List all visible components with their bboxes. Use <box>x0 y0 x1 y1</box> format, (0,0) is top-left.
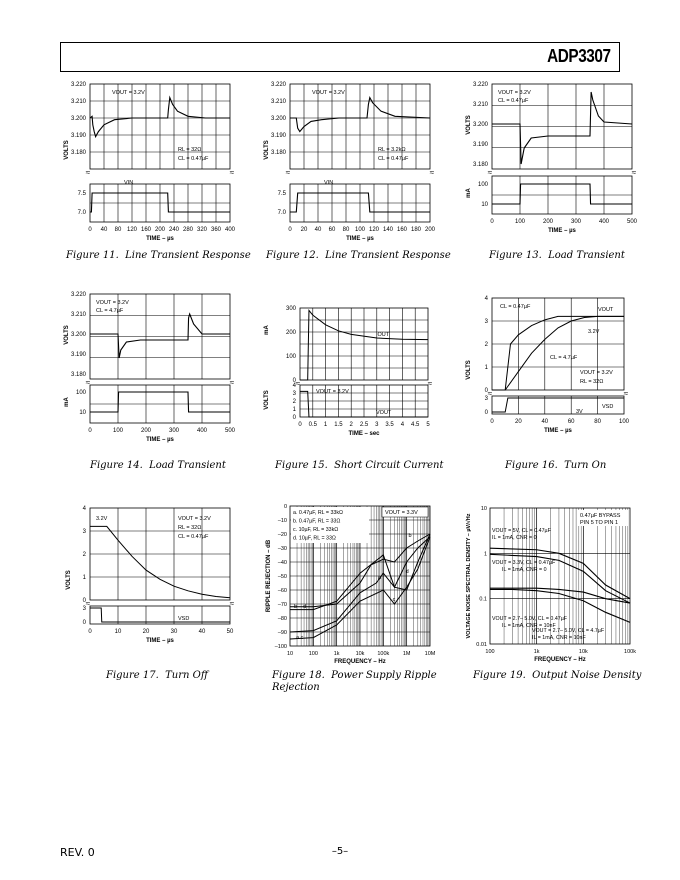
figure-19 <box>460 500 640 665</box>
figure-13 <box>462 80 642 245</box>
axis-break-left: ≈ <box>85 168 91 177</box>
x-tick-label: 280 <box>182 227 194 233</box>
y-tick-label: 3.210 <box>70 99 86 105</box>
annotation-label: VOUT = 3.2V <box>580 370 613 376</box>
axis-break-left: ≈ <box>85 378 91 387</box>
caption-figure-11: Figure 11. Line Transient Response <box>66 250 251 261</box>
x-tick-label: 360 <box>210 227 222 233</box>
x-tick-label: 400 <box>224 227 236 233</box>
x-tick-label: 100 <box>618 419 630 425</box>
annotation-label: PIN 5 TO PIN 1 <box>580 520 619 526</box>
y-tick-label: 3.190 <box>70 133 86 139</box>
y-tick-label: 4 <box>292 383 296 389</box>
y-tick-label: 4 <box>484 296 488 302</box>
footer-revision: REV. 0 <box>60 846 95 859</box>
x-tick-label: 60 <box>567 419 575 425</box>
x-tick-label: 0 <box>88 227 92 233</box>
x-tick-label: 400 <box>196 428 208 434</box>
y-tick-label: –40 <box>277 560 287 566</box>
x-tick-label: 5 <box>426 422 430 428</box>
y-tick-label: 1 <box>484 365 488 371</box>
axis-break-right: ≈ <box>623 389 629 398</box>
series-line-2 <box>492 316 624 390</box>
x-tick-label: 0 <box>490 219 494 225</box>
x-tick-label: 30 <box>170 629 178 635</box>
x-tick-label: 40 <box>314 227 322 233</box>
x-tick-label: 1.5 <box>334 422 343 428</box>
curve-label: a c <box>296 635 304 641</box>
chart-svg <box>460 290 640 455</box>
x-tick-label: 1M <box>402 651 411 657</box>
annotation-label: 3.2V <box>96 516 108 522</box>
annotation-label: IL = 1mA, CNR = 10nF <box>502 623 556 629</box>
part-number: ADP3307 <box>547 46 611 66</box>
figure-15 <box>260 290 440 455</box>
x-tick-label: 120 <box>126 227 138 233</box>
y-tick-label: 3.200 <box>70 332 86 338</box>
y-tick-label: –50 <box>277 574 287 580</box>
caption-figure-13: Figure 13. Load Transient <box>489 250 625 261</box>
y-tick-label: 3.220 <box>472 82 488 88</box>
x-tick-label: 100 <box>485 649 495 655</box>
x-tick-label: 100 <box>514 219 526 225</box>
caption-figure-14: Figure 14. Load Transient <box>90 460 226 471</box>
y-tick-label: 1 <box>483 551 487 558</box>
x-axis-label: TIME – sec <box>348 431 380 437</box>
caption-figure-12: Figure 12. Line Transient Response <box>266 250 451 261</box>
x-tick-label: 200 <box>542 219 554 225</box>
annotation-label: VOUT = 3.2V <box>316 389 349 395</box>
chart-svg <box>60 290 240 455</box>
chart-svg <box>260 290 440 455</box>
x-tick-label: 2.5 <box>359 422 369 428</box>
x-tick-label: 10M <box>424 651 436 657</box>
series-line-1 <box>90 314 230 358</box>
y-tick-label: 3.210 <box>472 102 488 108</box>
series-line-2 <box>90 392 230 412</box>
annotation-label: CL = 0.47µF <box>500 304 531 310</box>
x-tick-label: 500 <box>626 219 638 225</box>
y-axis-label-secondary: mA <box>466 188 472 198</box>
x-tick-label: 20 <box>515 419 522 425</box>
axis-break-left: ≈ <box>285 168 291 177</box>
annotation-label: 3V <box>576 409 583 415</box>
x-tick-label: 320 <box>196 227 208 233</box>
x-tick-label: 400 <box>598 219 610 225</box>
y-tick-label: –30 <box>277 546 287 552</box>
annotation-label: VOUT = 3.3V <box>385 510 418 516</box>
annotation-label: VOUT <box>376 410 392 416</box>
x-axis-label: TIME – µs <box>346 236 374 242</box>
chart-svg <box>462 80 642 245</box>
y-tick-label: 3 <box>292 391 296 397</box>
chart-svg <box>60 500 240 665</box>
series-line-3 <box>490 588 630 603</box>
y-tick-label: 3.190 <box>70 352 86 358</box>
y-tick-label: 10 <box>79 410 86 416</box>
axis-break-right: ≈ <box>631 168 637 177</box>
y-tick-label: 2 <box>82 552 86 558</box>
annotation-label: RL = 32Ω <box>178 525 202 531</box>
y-tick-label: 0.01 <box>476 642 487 648</box>
axis-break-right: ≈ <box>229 378 235 387</box>
y-tick-label: –10 <box>277 518 287 524</box>
x-axis-label: TIME – µs <box>146 437 174 443</box>
y-tick-label: 3.220 <box>70 82 86 88</box>
annotation-label: VOUT = 3.2V <box>96 300 129 306</box>
y-tick-label: 3.210 <box>270 99 286 105</box>
x-tick-label: 0 <box>88 629 92 635</box>
x-tick-label: 200 <box>424 227 436 233</box>
series-line-2 <box>90 608 230 622</box>
x-tick-label: 3.5 <box>385 422 394 428</box>
annotation-label: RL = 3.2kΩ <box>378 147 406 153</box>
x-tick-label: 1 <box>323 422 328 428</box>
y-tick-label: 0 <box>283 504 287 510</box>
y-tick-label: –60 <box>277 588 287 594</box>
footer-page-number: –5– <box>331 846 349 857</box>
y-tick-label: –90 <box>277 630 287 636</box>
y-axis-label: VOLTS <box>264 140 270 160</box>
page-header <box>60 42 620 72</box>
y-tick-label: 4 <box>82 506 86 512</box>
y-tick-label: 3.180 <box>70 372 86 378</box>
x-tick-label: 80 <box>342 227 350 233</box>
legend-entry: d. 10µF, RL = 33Ω <box>293 535 336 542</box>
x-tick-label: 200 <box>140 428 152 434</box>
annotation-label: VOUT = 3.2V <box>312 90 345 96</box>
y-tick-label: 0 <box>82 620 86 626</box>
x-tick-label: 80 <box>594 419 601 425</box>
y-tick-label: 7.5 <box>277 191 286 197</box>
series-line-1 <box>90 526 230 597</box>
y-axis-label: VOLTS <box>466 115 472 135</box>
y-tick-label: 1 <box>82 575 86 581</box>
axis-break-left: ≈ <box>487 389 493 398</box>
y-tick-label: 7.0 <box>277 210 286 216</box>
x-tick-label: 120 <box>368 227 380 233</box>
legend-entry: c. 10µF, RL = 33kΩ <box>293 527 339 533</box>
bottom-panel-grid-frame <box>90 606 230 624</box>
x-axis-label: FREQUENCY – Hz <box>534 657 586 663</box>
x-tick-label: 10k <box>355 651 365 657</box>
x-tick-label: 1k <box>333 651 340 657</box>
x-tick-label: 300 <box>570 219 582 225</box>
axis-break-left: ≈ <box>295 379 301 388</box>
figure-12 <box>260 80 440 245</box>
caption-figure-18: Figure 18. Power Supply Ripple Rejection <box>272 670 437 693</box>
y-tick-label: 0.1 <box>479 596 487 603</box>
x-tick-label: 10 <box>114 629 122 635</box>
y-tick-label: 200 <box>285 330 296 336</box>
annotation-label: VOUT = 3.3V, CL = 0.47µF <box>492 560 556 566</box>
y-tick-label: 0 <box>484 410 488 416</box>
annotation-label: IL = 1mA, CNR = 10nF <box>532 635 586 641</box>
legend-entry: a. 0.47µF, RL = 33kΩ <box>293 510 343 516</box>
annotation-label: VOUT = 2.7– 5.0V, CL = 4.7µF <box>532 628 605 634</box>
x-tick-label: 500 <box>224 428 236 434</box>
x-tick-label: 10k <box>578 649 588 655</box>
y-tick-label: 2 <box>484 342 488 348</box>
y-tick-label: 0 <box>82 598 86 604</box>
axis-break-right: ≈ <box>229 168 235 177</box>
figure-18 <box>260 500 440 665</box>
axis-break-left: ≈ <box>85 599 91 608</box>
x-tick-label: 50 <box>226 629 234 635</box>
y-tick-label: –20 <box>277 532 287 538</box>
y-tick-label: 2 <box>292 399 296 405</box>
figure-11 <box>60 80 240 245</box>
annotation-label: VIN <box>124 180 134 186</box>
annotation-label: VIN <box>324 180 334 186</box>
y-tick-label: 10 <box>481 202 488 208</box>
chart-svg <box>260 80 440 245</box>
y-tick-label: 3.200 <box>70 116 86 122</box>
y-tick-label: –100 <box>274 644 287 650</box>
y-tick-label: 3.200 <box>472 122 488 128</box>
annotation-label: VSD <box>178 616 190 622</box>
annotation-label: 3.2V <box>588 329 600 335</box>
figure-17 <box>60 500 240 665</box>
curve-label: a <box>378 574 382 581</box>
x-tick-label: 100k <box>624 649 636 655</box>
x-tick-label: 0 <box>88 428 92 434</box>
figure-14 <box>60 290 240 455</box>
y-tick-label: 300 <box>285 306 296 312</box>
caption-figure-17: Figure 17. Turn Off <box>106 670 208 681</box>
x-tick-label: 1k <box>533 649 540 655</box>
axis-break-right: ≈ <box>427 379 433 388</box>
y-tick-label: 3.200 <box>270 116 286 122</box>
annotation-label: VOUT = 5V, CL = 0.47µF <box>492 528 551 534</box>
axis-break-left: ≈ <box>487 168 493 177</box>
y-tick-label: 10 <box>480 506 487 512</box>
annotation-label: CL = 0.47µF <box>178 156 209 162</box>
x-tick-label: 0 <box>298 422 302 428</box>
x-axis-label: FREQUENCY – Hz <box>334 659 386 665</box>
x-tick-label: 100 <box>112 428 124 434</box>
annotation-label: CL = 0.47µF <box>378 156 409 162</box>
annotation-label: VOUT = 3.2V <box>112 90 145 96</box>
axis-break-right: ≈ <box>429 168 435 177</box>
annotation-label: VSD <box>602 404 614 410</box>
x-tick-label: 20 <box>300 227 308 233</box>
annotation-label: CL = 0.47µF <box>178 534 209 540</box>
chart-svg <box>60 80 240 245</box>
x-tick-label: 100k <box>377 651 390 657</box>
y-axis-label: RIPPLE REJECTION – dB <box>266 539 272 613</box>
y-axis-label: VOLTS <box>64 140 70 160</box>
caption-figure-19: Figure 19. Output Noise Density <box>473 670 642 681</box>
y-tick-label: 100 <box>285 354 296 360</box>
y-tick-label: 3.190 <box>270 133 286 139</box>
x-tick-label: 4.5 <box>411 422 420 428</box>
figure-16 <box>460 290 640 455</box>
x-tick-label: 0 <box>490 419 494 425</box>
x-tick-label: 100 <box>354 227 366 233</box>
x-tick-label: 20 <box>142 629 150 635</box>
x-axis-label: TIME – µs <box>544 428 572 434</box>
y-tick-label: 0 <box>292 415 296 421</box>
x-axis-label: TIME – µs <box>146 638 174 644</box>
x-tick-label: 240 <box>168 227 180 233</box>
x-tick-label: 200 <box>154 227 166 233</box>
x-tick-label: 40 <box>198 629 206 635</box>
x-tick-label: 100 <box>308 651 318 657</box>
curve-label: c <box>392 597 396 604</box>
curve-label: b – d <box>294 604 307 611</box>
curve-label: d <box>405 569 409 576</box>
y-tick-label: 100 <box>477 182 488 188</box>
y-tick-label: 3.180 <box>70 150 86 156</box>
curve-label: b <box>408 532 412 539</box>
x-tick-label: 60 <box>328 227 336 233</box>
y-tick-label: 3.220 <box>270 82 286 88</box>
y-tick-label: 7.0 <box>77 210 86 216</box>
legend-entry: b. 0.47µF, RL = 33Ω <box>293 518 341 525</box>
y-tick-label: 3 <box>484 396 488 402</box>
y-tick-label: 3 <box>82 529 86 535</box>
y-tick-label: 3.180 <box>472 162 488 168</box>
y-tick-label: 7.5 <box>77 191 86 197</box>
y-axis-label-secondary: mA <box>64 397 70 407</box>
annotation-label: IOUT <box>376 332 390 338</box>
annotation-label: CL = 4.7µF <box>550 355 578 361</box>
y-tick-label: 3.220 <box>70 292 86 298</box>
annotation-label: IL = 1mA, CNR = 0 <box>492 535 537 541</box>
y-tick-label: 0 <box>292 378 296 384</box>
annotation-label: IL = 1mA, CNR = 0 <box>502 567 547 573</box>
y-axis-label: VOLTS <box>66 570 72 590</box>
y-tick-label: 3.190 <box>472 142 488 148</box>
y-tick-label: 0 <box>484 388 488 394</box>
x-tick-label: 0 <box>288 227 292 233</box>
x-tick-label: 180 <box>410 227 422 233</box>
x-tick-label: 300 <box>168 428 180 434</box>
x-tick-label: 10 <box>286 651 294 657</box>
x-tick-label: 80 <box>114 227 122 233</box>
y-tick-label: 3 <box>82 606 86 612</box>
annotation-label: VOUT = 3.2V <box>498 90 531 96</box>
y-tick-label: 3.210 <box>70 312 86 318</box>
x-tick-label: 0.5 <box>308 422 317 428</box>
y-tick-label: 3 <box>484 319 488 325</box>
axis-break-right: ≈ <box>229 599 235 608</box>
x-tick-label: 2 <box>349 422 353 428</box>
x-tick-label: 40 <box>541 419 549 425</box>
x-tick-label: 40 <box>100 227 108 233</box>
x-tick-label: 160 <box>396 227 408 233</box>
annotation-label: VOUT <box>598 307 614 313</box>
x-axis-label: TIME – µs <box>548 228 576 234</box>
annotation-label: VOUT = 3.2V <box>178 516 211 522</box>
caption-figure-16: Figure 16. Turn On <box>505 460 607 471</box>
annotation-label: RL = 32Ω <box>178 147 202 153</box>
caption-figure-15: Figure 15. Short Circuit Current <box>275 460 444 471</box>
chart-svg <box>260 500 440 665</box>
annotation-label: VOUT = 2.7– 5.0V, CL = 0.47µF <box>492 616 567 622</box>
x-tick-label: 4 <box>400 422 405 428</box>
y-axis-label: VOLTS <box>466 360 472 380</box>
y-axis-label: VOLTS <box>64 325 70 345</box>
x-tick-label: 3 <box>375 422 379 428</box>
y-tick-label: –80 <box>277 616 287 622</box>
y-axis-label-secondary: VOLTS <box>264 390 270 410</box>
y-axis-label: mA <box>264 325 270 335</box>
annotation-label: RL = 32Ω <box>580 379 604 385</box>
y-tick-label: 100 <box>75 390 86 396</box>
y-axis-label: VOLTAGE NOISE SPECTRAL DENSITY – µV/√Hz <box>466 513 472 639</box>
annotation-label: CL = 0.47µF <box>498 98 529 104</box>
y-tick-label: 1 <box>292 407 296 413</box>
x-axis-label: TIME – µs <box>146 236 174 242</box>
x-tick-label: 160 <box>140 227 152 233</box>
chart-svg <box>460 500 640 665</box>
annotation-label: 0.47µF BYPASS <box>580 513 621 519</box>
x-tick-label: 140 <box>382 227 394 233</box>
y-tick-label: 3.180 <box>270 150 286 156</box>
series-line-2 <box>492 184 632 204</box>
annotation-label: CL = 4.7µF <box>96 308 124 314</box>
y-tick-label: –70 <box>277 602 287 608</box>
